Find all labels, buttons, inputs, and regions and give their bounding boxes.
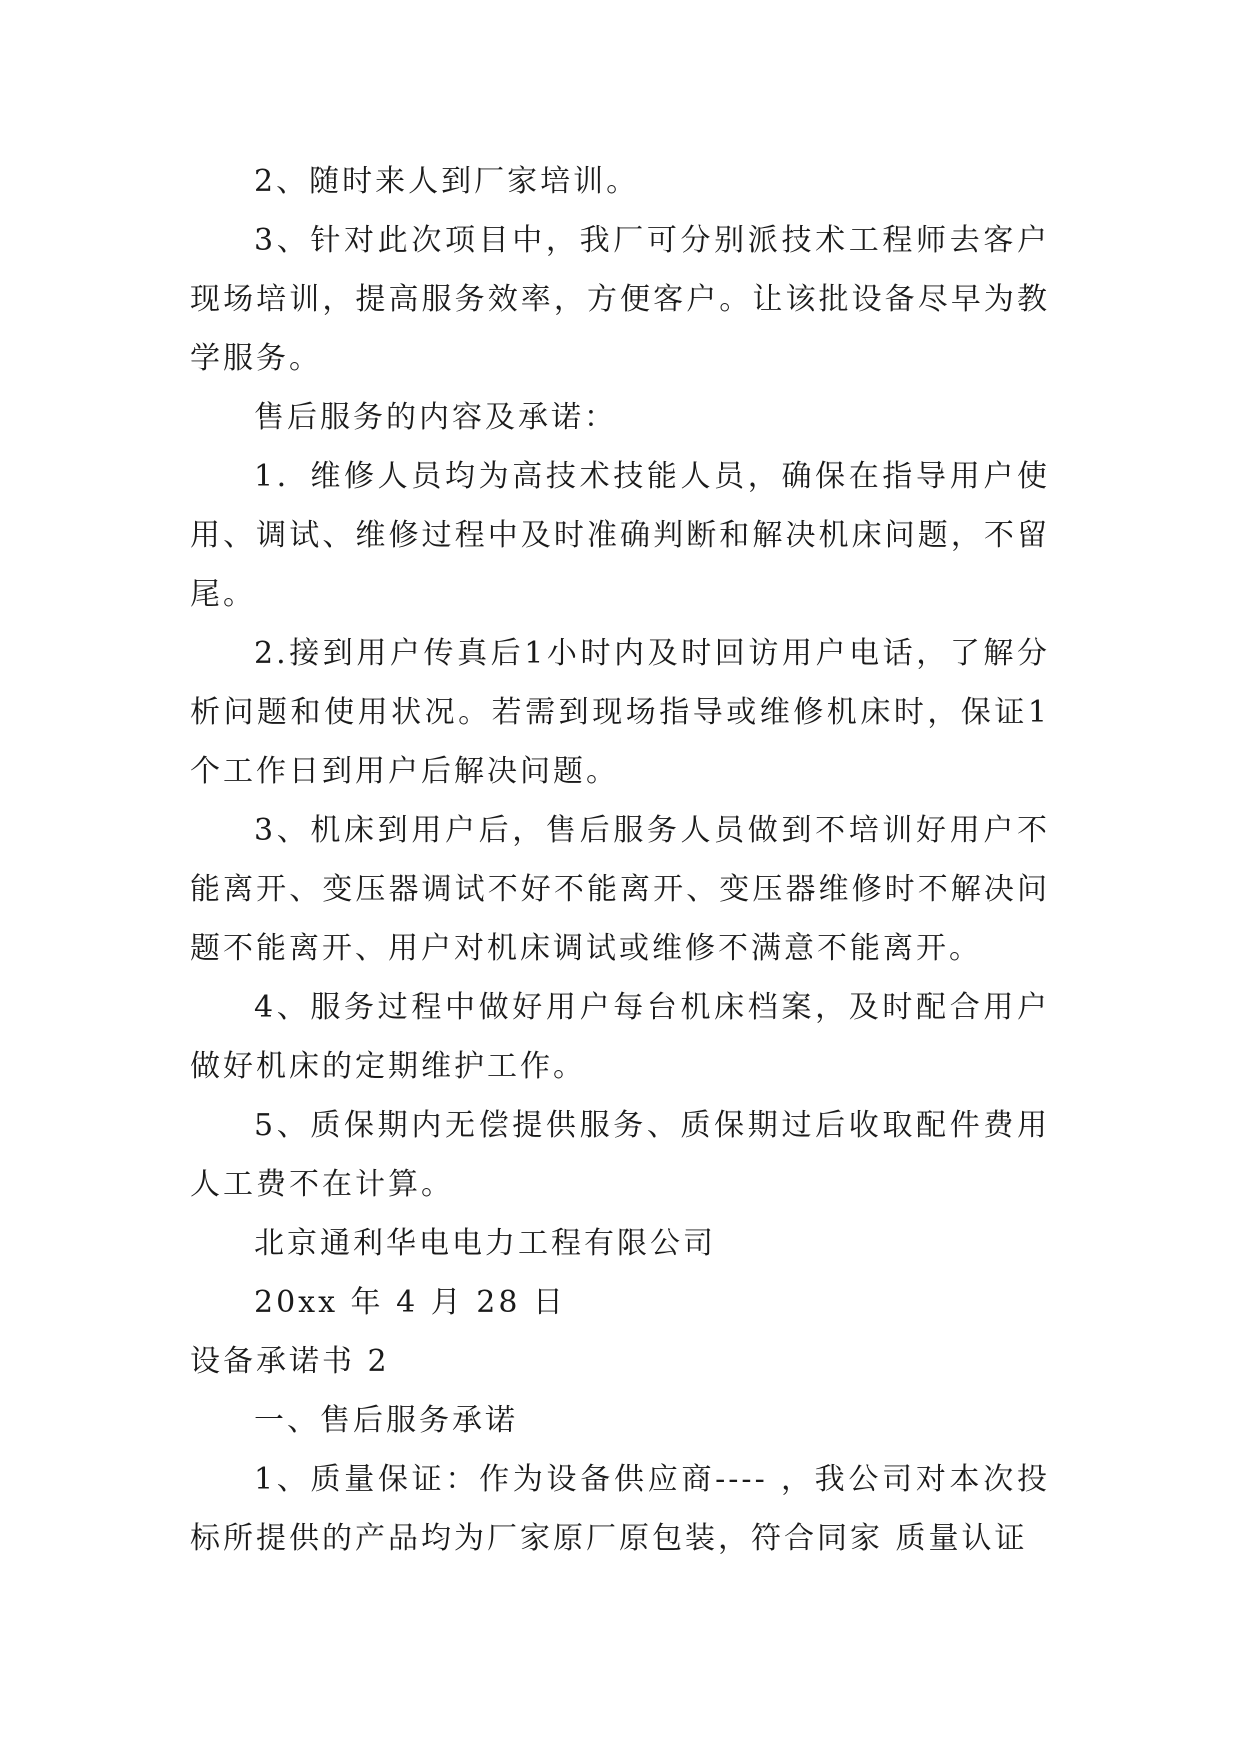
paragraph-maintenance-staff: 1．维修人员均为高技术技能人员，确保在指导用户使用、调试、维修过程中及时准确判断和解决机床问题，不留尾。	[190, 459, 1050, 612]
paragraph-no-leave: 3、机床到用户后，售后服务人员做到不培训好用户不能离开、变压器调试不好不能离开、变压器维修时不解决问题不能离开、用户对机床调试或维修不满意不能离开。	[190, 813, 1050, 966]
paragraph-machine-records: 4、服务过程中做好用户每台机床档案，及时配合用户做好机床的定期维护工作。	[190, 990, 1050, 1084]
paragraph-quality-guarantee: 1、质量保证：作为设备供应商---- ，我公司对本次投标所提供的产品均为厂家原厂原包装，符合同家 质量认证	[190, 1462, 1050, 1556]
paragraph-onsite-training: 3、针对此次项目中，我厂可分别派技术工程师去客户现场培训，提高服务效率，方便客户。让该批设备尽早为教学服务。	[190, 223, 1050, 376]
paragraph-fax-response: 2.接到用户传真后1小时内及时回访用户电话，了解分析问题和使用状况。若需到现场指导或维修机床时，保证1个工作日到用户后解决问题。	[190, 636, 1050, 789]
company-name: 北京通利华电电力工程有限公司	[254, 1226, 716, 1261]
subsection-heading: 一、售后服务承诺	[254, 1403, 518, 1438]
paragraph-training-visit: 2、随时来人到厂家培训。	[254, 164, 640, 199]
document-body	[190, 152, 1050, 1568]
paragraph-warranty: 5、质保期内无偿提供服务、质保期过后收取配件费用人工费不在计算。	[190, 1108, 1050, 1202]
paragraph-service-heading: 售后服务的内容及承诺：	[254, 400, 617, 435]
document-date: 20xx 年 4 月 28 日	[254, 1285, 566, 1320]
section-title: 设备承诺书 2	[190, 1344, 390, 1379]
